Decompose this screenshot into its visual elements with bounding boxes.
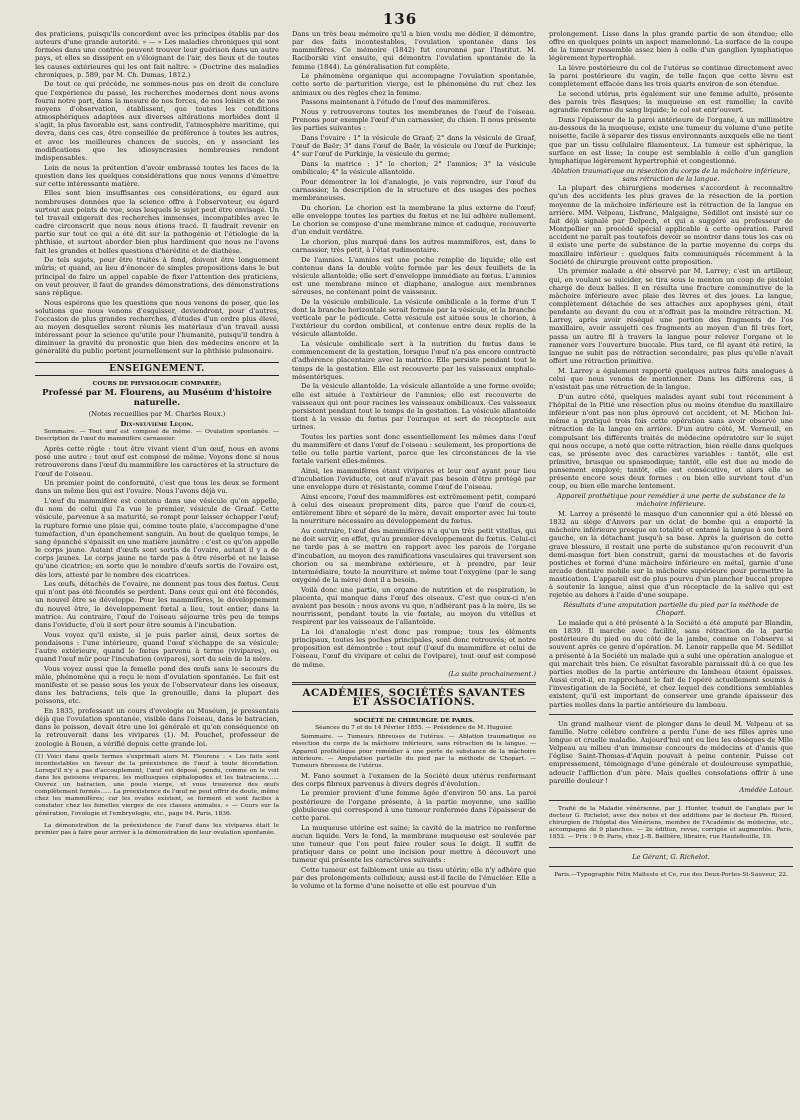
paragraph: Cette tumeur est faiblement unie au tissu utérin; elle n'y adhère que par des prolongements celluleux; aussi est-il facile de l'énucléer. Elle a le volume et la forme d'une noisette et elle est pourvue d'un (292, 865, 536, 891)
paragraph: Les œufs, détachés de l'ovaire, ne donnent pas tous des fœtus. Ceux qui n'ont pas été fécondés se perdent. Dans ceux qui ont été fécondés, un nouvel être se développe. Pour les mammifères, le développement du nouvel être, le développement fœtal a lieu, tout entier, dans la matrice. Au contraire, l'œuf de l'oiseau séjourne très peu de temps dans l'oviducte, d'où il sort pour être soumis à l'incubation. (35, 580, 279, 629)
session-dates: Séances du 7 et du 14 Février 1855. — Présidence de M. Huguier. (315, 725, 513, 732)
footnote: (1) Voici dans quels termes s'exprimait alors M. Flourens : « Les faits sont incontestables en faveur de la préexistence de l'œuf à toute fécondation. Lorsqu'il n'y a pas d'accouplement, l'œuf est déposé, pondu, comme on le voit dans les poissons ovipares, les mollusques céphalopodes et les batraciens...... Ouvrez un batracien, une poule vierge, et vous trouverez des œufs complètement formés...... La préexistence de l'œuf ne peut offrir de doute, même chez les mammifères; car les ovules existent, se forment et sont faciles à constater chez les femelles vierges de ces classes animales. » — Cours sur la génération, l'ovologie et l'embryologie, etc., page 94. Paris, 1836. (35, 751, 279, 818)
course-title: COURS DE PHYSIOLOGIE COMPARÉE; (92, 379, 222, 387)
paragraph: M. Larrey a également rapporté quelques autres faits analogues à celui que nous venons de mentionner. Dans les différens cas, il n'existait pas une rétraction de la langue. (549, 366, 793, 392)
paragraph: Dans l'épaisseur de la paroi antérieure de l'organe, à un millimètre au-dessous de la muqueuse, existe une tumeur du volume d'une petite noisette, facile à séparer des tissus environnants auxquels elle ne tient que par un tissu cellulaire filamenteux. La tumeur est sphérique, la surface en est lisse; la coupe est semblable à celle d'un ganglion lymphatique légèrement hypertrophié et congestionné. (549, 116, 793, 165)
paragraph: De tels sujets, pour être traités à fond, doivent être longuement mûris; et quand, au lieu d'énoncer de simples propositions dans le but principal de faire un appel capable de fixer l'attention des praticiens, on veut prouver, il faut de grandes démonstrations, des démonstrations sans réplique. (35, 256, 279, 297)
paragraph: En 1835, professant un cours d'ovologie au Muséum, je pressentais déjà que l'ovulation spontanée, visible dans l'oiseau, dans le batracien, dans le poisson, devait être une loi générale et qu'en conséquence on la retrouverait dans les vivipares (1). M. Pouchet, professeur de zoologie à Rouen, a vérifié depuis cette grande loi. (35, 707, 279, 748)
column-1 (35, 30, 279, 1105)
subsection-heading: Ablation traumatique ou résection du corps de la mâchoire inférieure, sans rétraction de la langue. (551, 166, 791, 183)
paragraph: L'œuf du mammifère est contenu dans une vésicule qu'on appelle, du nom de celui qui l'a vue le premier, vésicule de Graaf. Cette vésicule, parvenue à sa maturité, se rompt pour laisser échapper l'œuf; la rupture forme une plaie qui, comme toute plaie, s'accompagne d'une tuméfaction, d'un épanchement sanguin. Au bout de quelque temps, le sang épanché s'épaissit en une matière jaunâtre : c'est ce qu'on appelle le corps jaune. Autant d'œufs sont sortis de l'ovaire, autant il y a de corps jaunes. Le corps jaune ne tarde pas à être résorbé et ne laisse qu'une cicatrice; en sorte que le nombre d'œufs sortis de l'ovaire est, dès lors, attesté par le nombre des cicatrices. (35, 497, 279, 579)
paragraph: Un premier malade a été observé par M. Larrey; c'est un artilleur, qui, en voulant se suicider, se tira sous le menton un coup de pistolet chargé de deux balles. Il en résulta une fracture comminutive de la mâchoire inférieure avec plaie des lèvres et des joues. La langue, complètement détachée de ses attaches aux apophyses géni, était pendante au devant du cou et n'offrait pas la moindre rétraction. M. Larrey, après avoir réséqué une portion des fragments de l'os maxillaire, avoir assujetti ces fragments au moyen d'un fil très fort, passa un autre fil à travers la langue pour relever l'organe et le ramener vers l'ouverture buccale. Plus tard, ce fil ayant été retiré, la langue ne subit pas de rétraction secondaire, pas plus qu'elle n'avait offert une rétraction primitive. (549, 267, 793, 366)
paragraph: Du chorion. Le chorion est la membrane la plus externe de l'œuf; elle enveloppe toutes les parties du fœtus et ne lui adhère nullement. Le chorion se compose d'une membrane mince et caduque, recouverte d'un enduit verdâtre. (292, 203, 536, 237)
paragraph: Le phénomène organique qui accompagne l'ovulation spontanée, cette sorte de parturition vierge, est le phénomène du rut chez les animaux ou des règles chez la femme. (292, 72, 536, 97)
paragraph: des praticiens, puisqu'ils concordent avec les principes établis par des auteurs d'une grande autorité. » — « Les maladies chroniques qui sont formées dans une contrée peuvent trouver leur guérison dans un autre pays, et elles se dissipent en s'éloignant de l'air, des lieux et de toutes les causes extérieures qui les ont fait naître. » (Doctrine des maladies chroniques, p. 589, par M. Ch. Dumas, 1812.) (35, 30, 279, 79)
section-heading: ENSEIGNEMENT. (35, 362, 279, 376)
paragraph: Après cette règle : tout être vivant vient d'un œuf, nous en avons posé une autre : tout œuf est composé de même. Voyons donc si nous retrouverons dans l'œuf du mammifère les caractères et la structure de l'œuf de l'oiseau. (35, 445, 279, 478)
paragraph: Le chorion, plus marqué dans les autres mammifères, est, dans le carnassier, très petit, à l'état rudimentaire. (292, 237, 536, 254)
divider (549, 800, 793, 801)
divider (549, 866, 793, 867)
paragraph: La vésicule ombilicale sert à la nutrition du fœtus dans le commencement de la gestation, lorsque l'œuf n'a pas encore contracté d'adhérence placentaire avec la matrice. Elle persiste pendant tout le temps de la gestation. Elle est recouverte par les vaisseaux omphalo-mésentériques. (292, 340, 536, 381)
summary: Sommaire. — Tumeurs fibreuses de l'utérus. — Ablation traumatique ou résection du corps de la mâchoire inférieure, sans rétraction de la langue. — Appareil prothétique pour remédier à une perte de substance de la mâchoire inférieure. — Amputation partielle du pied par la méthode de Chopart. — Tumeurs fibreuses de l'utérus. (292, 734, 536, 769)
paragraph: M. Larrey a présenté le masque d'un canonnier qui a été blessé en 1832 au siège d'Anvers par un éclat de bombe qui a emporté la mâchoire inférieure presque en totalité et entamé la langue à son bord gauche, en la détachant jusqu'à sa base. Après la guérison de cette grave blessure, il restait une perte de substance qu'on recouvrit d'un demi-masque fort bien construit, garni de moustaches et de favoris postiches et formé d'une mâchoire inférieure en métal, garnie d'une arcade dentaire mobile sur la mâchoire supérieure pour permettre la mastication. L'appareil est de plus pourvu d'un plancher buccal propre à soutenir la langue, ainsi que d'un réceptacle de la salive qui est rejetée au dehors à l'aide d'une soupape. (549, 509, 793, 600)
paragraph: La loi d'analogie n'est donc pas rompue; tous les éléments principaux, toutes les poches principales, sont donc retrouvés; et notre proposition est démontrée : tout œuf (l'œuf du mammifère et celui de l'oiseau, l'œuf du vivipare et celui de l'ovipare), tout œuf est composé de même. (292, 627, 536, 669)
subsection-heading: Résultats d'une amputation partielle du pied par la méthode de Chopart. (563, 601, 779, 618)
paragraph: Loin de nous la prétention d'avoir embrassé toutes les faces de la question dans les quelques considérations que nous venons d'émettre sur cette intéressante matière. (35, 163, 279, 188)
paragraph: Toutes les parties sont donc essentiellement les mêmes dans l'œuf du mammifère et dans l'œuf de l'oiseau : seulement, les proportions de telle ou telle partie varient, parce que les circonstances de la vie fœtale varient elles-mêmes. (292, 432, 536, 466)
paragraph: Nous y retrouverons toutes les membranes de l'œuf de l'oiseau. Prenons pour exemple l'œuf d'un carnassier, du chien. Il nous présente les parties suivantes : (292, 107, 536, 133)
paragraph: Dans l'ovaire : 1° la vésicule de Graaf; 2° dans la vésicule de Graaf, l'œuf de Baër; 3° dans l'œuf de Baër, la vésicule ou l'œuf de Purkinje; 4° sur l'œuf de Purkinje, la vésicule du germe; (292, 133, 536, 159)
subsection-heading: Appareil prothétique pour remédier à une perte de substance de la mâchoire inférieure. (556, 492, 786, 509)
paragraph: Vous voyez aussi que la femelle pond des œufs sans le secours du mâle, phénomène qui a reçu le nom d'ovulation spontanée. Le fait est manifeste et se passe sous les yeux de l'observateur dans les oiseaux, dans les batraciens, tels que la grenouille, dans la plupart des poissons, etc. (35, 664, 279, 706)
divider (292, 711, 536, 712)
paragraph: Un grand malheur vient de plonger dans le deuil M. Velpeau et sa famille. Notre célèbre confrère a perdu l'une de ses filles après une longue et cruelle maladie. Aujourd'hui ont eu lieu les obsèques de Mlle Velpeau au milieu d'un immense concours de médecins et d'amis que l'église Saint-Thomas-d'Aquin pouvait à peine contenir. Puisse cet empressement, témoignage d'une générale et douloureuse sympathie, adoucir l'affliction d'un père. Mais quelles consolations offrir à une pareille douleur ! (549, 719, 793, 785)
printer-imprint: Paris.—Typographie Félix Malteste et Ce, rue des Deux-Portes-St-Sauveur, 22. (554, 871, 788, 878)
signature: Amédée Latour. (739, 786, 793, 795)
paragraph: De tout ce qui précède, ne sommes-nous pas en droit de conclure que l'expérience du passé, les recherches modernes dont nous avons fourni notre part, dans la mesure de nos forces, de nos loisirs et de nos moyens d'observation, établissent, que toutes les conditions atmosphériques adaptées aux diverses altérations morbides dont il s'agit, la plus favorable est, sans contredit, l'atmosphère maritime, qui devra, dans ces cas, être conseillée de préférence à toutes les autres, et avec les meilleures chances de succès, en y associant les modifications que les idiosyncrasies nombreuses rendent indispensables. (35, 80, 279, 162)
paragraph: Voilà donc une partie, un organe de nutrition et de respiration, le placenta, qui manque dans l'œuf des oiseaux. C'est que ceux-ci n'en avaient pas besoin : nous avons vu que, n'adhérant pas à la mère, ils se nourrissent, pendant toute la vie fœtale, au moyen du vitellus et respirent par les vaisseaux de l'allantoïde. (292, 585, 536, 627)
paragraph: M. Fano soumet à l'examen de la Société deux utérus renfermant des corps fibreux parvenus à divers degrés d'évolution. (292, 771, 536, 788)
continuation-note: (La suite prochainement.) (448, 670, 536, 679)
paragraph: Un premier point de conformité, c'est que tous les deux se forment dans un même lieu qui est l'ovaire. Nous l'avons déjà vu. (35, 479, 279, 496)
paragraph: La plupart des chirurgiens modernes s'accordent à reconnaître qu'un des accidents les plus graves de la résection de la portion moyenne de la mâchoire inférieure est la rétraction de la langue en arrière. MM. Velpeau, Lisfranc, Malgaigne, Sédillot ont insisté sur ce fait déjà signalé par Delpech, et qui a suggéré au professeur de Montpellier un procédé spécial applicable à cette opération. Pareil accident ne paraît pas toutefois devoir se montrer dans tous les cas où il existe une perte de substance de la partie moyenne du corps du maxillaire inférieur : quelques faits communiqués récemment à la Société de chirurgie prouvent cette proposition. (549, 184, 793, 266)
society-title: SOCIÉTÉ DE CHIRURGIE DE PARIS. (353, 716, 475, 724)
paragraph: De la vésicule allantoïde. La vésicule allantoïde a une forme ovoïde; elle est située à l'extérieur de l'amnios; elle est recouverte de vaisseaux qui ont pour racines les vaisseaux ombilicaux. Ces vaisseaux persistent pendant tout le temps de la gestation. La vésicule allantoïde tient à la vessie du fœtus par l'ouraque et sert de réceptacle aux urines. (292, 382, 536, 432)
paragraph: prolongement. Lisse dans la plus grande partie de son étendue; elle offre en quelques points un aspect mamelonné. La surface de la coupe de la tumeur ressemble assez bien à celle d'un ganglion lymphatique légèrement hypertrophié. (549, 30, 793, 63)
paragraph: Ainsi, les mammifères étant vivipares et leur œuf ayant pour lieu d'incubation l'oviducte, cet œuf n'avait pas besoin d'être protégé par une enveloppe dure et résistante, comme l'œuf de l'oiseau. (292, 466, 536, 492)
paragraph: Au contraire, l'œuf des mammifères n'a qu'un très petit vitellus, qui ne doit servir, en effet, qu'au premier développement du fœtus. Celui-ci ne tarde pas à se mettre en rapport avec les parois de l'organe d'incubation, au moyen des ramifications vasculaires qui traversent son chorion ou sa membrane extérieure, et à prendre, par leur intermédiaire, toute la nourriture et même tout l'oxygène (par le sang oxygéné de la mère) dont il a besoin. (292, 527, 536, 584)
divider (292, 682, 536, 685)
divider (549, 714, 793, 715)
paragraph: La lèvre postérieure du col de l'utérus se continue directement avec la paroi postérieure du vagin, de telle façon que cette lèvre est complètement effacée dans les trois quarts environ de son étendue. (549, 64, 793, 89)
lecture-title: Dix-neuvième Leçon. (120, 419, 194, 428)
paragraph: Passons maintenant à l'étude de l'œuf des mammifères. (301, 98, 491, 107)
paragraph: De l'amnios. L'amnios est une poche remplie de liquide; elle est contenue dans la double voûte formée par les deux feuillets de la vésicule allantoïde; elle sert d'enveloppe immédiate au fœtus. L'amnios est une membrane mince et diaphane, analogue aux membranes séreuses, ne contenant point de vaisseaux. (292, 255, 536, 297)
footnote: La démonstration de la préexistence de l'œuf dans les vivipares était le premier pas à faire pour arriver à la démonstration de leur ovulation spontanée. (35, 822, 279, 836)
section-heading: ACADÉMIES, SOCIÉTÉS SAVANTES ET ASSOCIATIONS. (302, 687, 526, 708)
column-2 (292, 30, 536, 1105)
paragraph: Le malade qui a été présenté à la Société a été amputé par Blandin, en 1839. Il marche avec facilité, sans rétraction de la partie postérieure du pied ou du côté de la jambe, comme on l'observe si souvent après ce genre d'opération. M. Lenoir rappelle que M. Sédillot a présenté à la Société un malade qui a subi une opération analogue et qui marchait très bien. Ce résultat favorable paraissait dû à ce que les parties molles de la partie antérieure du lambeau étaient épaisses. Aussi croit-il, en rapprochant le fait de l'opéré actuellement soumis à l'investigation de la Société, et chez lequel des conditions semblables existent, qu'il est important de conserver une grande épaisseur des parties molles dans la partie antérieure du lambeau. (549, 618, 793, 709)
column-3 (549, 30, 793, 1105)
paragraph: La muqueuse utérine est saine; la cavité de la matrice ne renferme aucun liquide. Vers le fond, la membrane muqueuse est soulevée par une tumeur que l'on peut faire rouler sous le doigt. Il suffit de pratiquer dans ce point une incision pour mettre à découvert une tumeur qui présente les caractères suivants : (292, 823, 536, 865)
divider (549, 847, 793, 848)
paragraph: Le second utérus, pris également sur une femme adulte, présente des parois très flasques; la muqueuse en est ramollie; la cavité agrandie renferme du sang liquide; le col est entr'ouvert. (549, 90, 793, 115)
paragraph: Le premier provient d'une femme âgée d'environ 50 ans. La paroi postérieure de l'organe présente, à la partie moyenne, une saillie globuleuse qui correspond à une tumeur renfermée dans l'épaisseur de cette paroi. (292, 789, 536, 822)
book-notice: Traité de la Maladie vénérienne, par J. Hunter, traduit de l'anglais par le docteur G. Richelot, avec des notes et des additions par le docteur Ph. Ricord, chirurgien de l'hôpital des Vénériens, membre de l'Académie de médecine, etc., accompagné de 9 planches. — 2e édition, revue, corrigée et augmentée. Paris, 1852. — Prix : 9 fr. Paris, chez J.-B. Baillière, libraire, rue Hautefeuille, 19. (549, 805, 793, 841)
summary: Sommaire. — Tout œuf est composé de même. — Ovulation spontanée. — Description de l'œuf du mammifère carnassier. (35, 429, 279, 443)
page-number: 136 (382, 10, 418, 28)
paragraph: Dans un très beau mémoire qu'il a bien voulu me dédier, il démontre, par des faits incontestables, l'ovulation spontanée dans les mammifères. Ce mémoire (1842) fut couronné par l'Institut. M. Raciborski vint ensuite, qui démontra l'ovulation spontanée de la femme (1844). La généralisation fut complète. (292, 30, 536, 71)
paragraph: Dans la matrice : 1° le chorion; 2° l'amnios; 3° la vésicule ombilicale; 4° la vésicule allantoïde. (292, 159, 536, 176)
professor-line: Professé par M. Flourens, au Muséum d'histoire naturelle. (42, 388, 272, 409)
paragraph: Pour démontrer la loi d'analogie, je vais reprendre, sur l'œuf du carnassier, la description de la structure et des usages des poches membraneuses. (292, 177, 536, 202)
paragraph: Nous espérons que les questions que nous venons de poser, que les solutions que nous venons d'esquisser, deviendront, pour d'autres, l'occasion de plus grandes recherches, d'études d'un ordre plus élevé, au moyen desquelles seront réunis les matériaux d'un travail aussi intéressant pour la science qu'utile pour l'humanité, puisqu'il tendra à diminuer la gravité du pronostic que bien des médecins encore et la généralité du public portent journellement sur la phthisie pulmonaire. (35, 298, 279, 356)
paragraph: Vous voyez qu'il existe, si je puis parler ainsi, deux sortes de pondaisons : l'une intérieure, quand l'œuf s'échappe de sa vésicule; l'autre extérieure, quand le fœtus parvenu à terme (vivipares), ou quand l'œuf mûr pour l'incubation (ovipares), sort du sein de la mère. (35, 630, 279, 664)
paragraph: Ainsi encore, l'œuf des mammifères est extrêmement petit, comparé à celui des oiseaux proprement dits, parce que l'œuf de ceux-ci, entièrement libre et séparé de la mère, devait emporter avec lui toute la nourriture nécessaire au développement du fœtus. (292, 492, 536, 526)
paragraph: D'un autre côté, quelques malades ayant subi tout récemment à l'hôpital de la Pitié une résection plus ou moins étendue du maxillaire inférieur n'ont pas non plus éprouvé cet accident, et M. Michon lui-même a pratiqué trois fois cette opération sans avoir observé une rétraction de la langue en arrière. D'un autre côté, M. Verneuil, en compulsant les différents traités de médecine opératoire sur le sujet qui nous occupe, a noté que cette rétraction, bien réelle dans quelques cas, se présente avec des caractères variables : tantôt, elle est primitive, brusque ou spasmodique; tantôt, elle est due au mode de pansement employé; tantôt, elle est consécutive, et alors elle se présente encore sous deux formes : ou bien elle survient tout d'un coup, ou bien elle marche lentement. (549, 392, 793, 491)
paragraph: De la vésicule ombilicale. La vésicule ombilicale a la forme d'un T dont la branche horizontale serait formée par la vésicule, et la branche verticale par le pédicule. Cette vésicule est située sous le chorion, à l'extérieur du cordon ombilical, et contenue entre deux replis de la vésicule allantoïde. (292, 297, 536, 339)
manager-signature: Le Gérant, G. Richelot. (632, 852, 710, 861)
paragraph: Elles sont bien insuffisantes ces considérations, eu égard aux nombreuses données que la science offre à l'observateur, eu égard surtout aux points de vue, sous lesquels le sujet peut être envisagé. Un tel travail exigerait des recherches immenses, incompatibles avec le cadre circonscrit que nous nous étions tracé. Il faudrait revenir en partie sur tout ce qui a été dit sur la pathogénie et l'étiologie de la phthisie, et surtout aborder bien plus hardiment que nous ne l'avons fait les grandes et belles questions d'hérédité et de diathèse. (35, 189, 279, 255)
notes-line: (Notes recueillies par M. Charles Roux.) (88, 409, 226, 418)
